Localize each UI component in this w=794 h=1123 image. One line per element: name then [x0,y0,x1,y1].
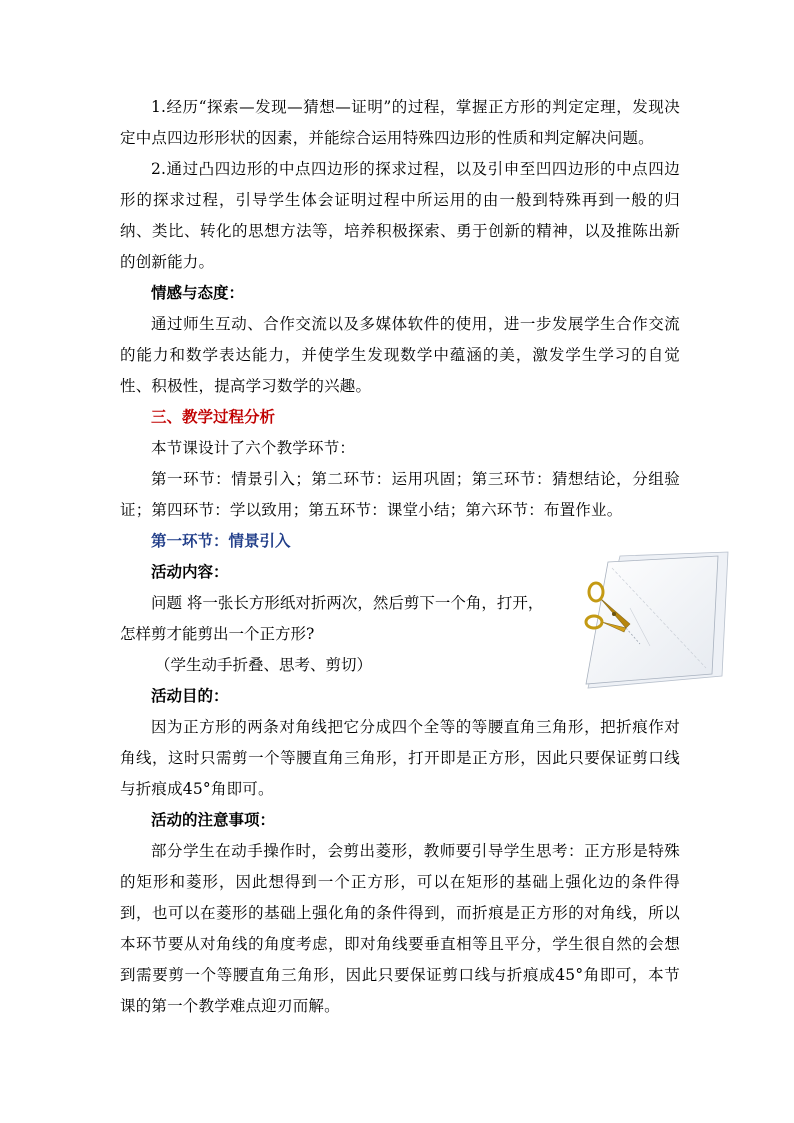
question-line-2: 怎样剪才能剪出一个正方形? [120,625,315,643]
emotion-heading: 情感与态度： [151,284,245,302]
section-3-intro: 本节课设计了六个教学环节： [151,439,356,457]
section-3-steps: 第一环节：情景引入；第二环节：运用巩固；第三环节：猜想结论，分组验证；第四环节：学以致用；第五环节：课堂小结；第六环节：布置作业。 [120,470,680,519]
question-line-1: 问题 将一张长方形纸对折两次，然后剪下一个角，打开， [151,594,544,612]
activity-notes-heading: 活动的注意事项： [151,811,276,829]
emotion-text: 通过师生互动、合作交流以及多媒体软件的使用，进一步发展学生合作交流的能力和数学表达能力，并使学生发现数学中蕴涵的美，激发学生学习的自觉性、积极性，提高学习数学的兴趣。 [120,315,680,395]
step-1-heading: 第一环节：情景引入 [151,532,291,550]
activity-notes-text: 部分学生在动手操作时，会剪出菱形，教师要引导学生思考：正方形是特殊的矩形和菱形，因此想得到一个正方形，可以在矩形的基础上强化边的条件得到，也可以在菱形的基础上强化角的条件得到，而折痕是正方形的对角线，所以本环节要从对角线的角度考虑，即对角线要垂直相等且平分，学生很自然的会想到需要剪一个等腰直角三角形，因此只要保证剪口线与折痕成45°角即可，本节课的第一个教学难点迎刃而解。 [120,842,680,1015]
activity-purpose-heading: 活动目的： [151,687,229,705]
activity-content-heading: 活动内容： [151,563,229,581]
activity-purpose-text: 因为正方形的两条对角线把它分成四个全等的等腰直角三角形，把折痕作对角线，这时只需剪一个等腰直角三角形，打开即是正方形，因此只要保证剪口线与折痕成45°角即可。 [120,718,680,798]
objective-item-2: 2.通过凸四边形的中点四边形的探求过程，以及引申至凹四边形的中点四边形的探求过程，引导学生体会证明过程中所运用的由一般到特殊再到一般的归纳、类比、转化的思想方法等，培养积极探索、勇于创新的精神，以及推陈出新的创新能力。 [120,160,680,271]
activity-note: （学生动手折叠、思考、剪切） [155,656,373,674]
folded-paper-with-scissors-icon [580,548,730,693]
objective-item-1: 1.经历“探索—发现—猜想—证明”的过程，掌握正方形的判定定理，发现决定中点四边形形状的因素，并能综合运用特殊四边形的性质和判定解决问题。 [120,98,680,147]
section-3-heading: 三、教学过程分析 [151,408,276,426]
